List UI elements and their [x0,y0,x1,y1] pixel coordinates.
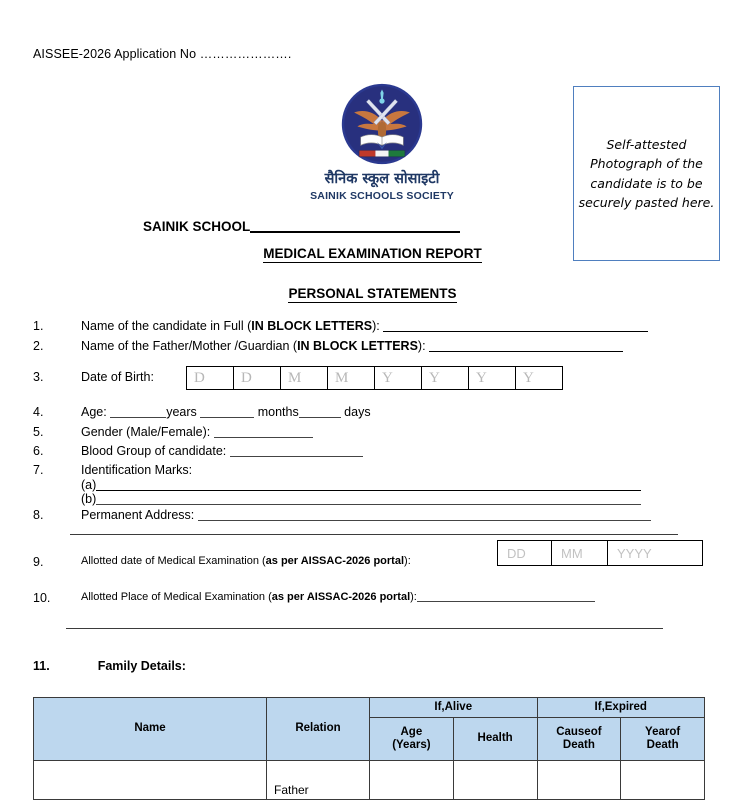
item-5-number: 5. [33,425,44,439]
item-9-body [81,555,411,569]
item-1-body [81,319,648,335]
item-4-days-rule[interactable] [299,417,341,418]
item-8-permanent-address [33,508,651,524]
header-age-line2: (Years) [392,739,431,751]
section-title-text: PERSONAL STATEMENTS [288,286,457,301]
table-row [34,761,705,800]
cell-cause-of-death[interactable] [537,761,621,800]
header-health: Health [453,718,537,761]
family-table-body [34,761,705,800]
item-7-identification-marks [33,463,192,479]
dob-cell-y2[interactable]: Y [421,366,469,390]
logo-hindi-text: सैनिक स्कूल सोसाइटी [324,171,440,187]
allotted-date-mm[interactable]: MM [551,540,608,566]
item-9-allotted-date [33,555,411,569]
item-10-text-a: Allotted Place of Medical Examination ( [81,591,272,603]
header-year-line2: Death [646,739,679,751]
dob-cell-d2[interactable]: D [233,366,281,390]
dob-cell-y4[interactable]: Y [515,366,563,390]
item-8-number: 8. [33,508,44,522]
application-no-line: AISSEE-2026 Application No …………………. [33,47,292,61]
item-3-label: Date of Birth: [81,370,154,384]
item-8-body [81,508,651,524]
item-7a-label: (a) [81,478,97,492]
item-6-label: Blood Group of candidate: [81,444,230,458]
item-4-years-rule[interactable] [110,417,166,418]
item-7-number: 7. [33,463,44,477]
item-3-number: 3. [33,370,44,384]
item-2-number: 2. [33,339,44,353]
item-6-number: 6. [33,444,44,458]
header-cause-line2: Death [562,739,595,751]
item-7b-row [81,492,641,508]
header-if-alive: If,Alive [370,698,538,718]
dob-cell-m1[interactable]: M [280,366,328,390]
item-2-input-rule[interactable] [429,351,623,352]
dob-cell-m2[interactable]: M [327,366,375,390]
item-5-input-rule[interactable] [214,437,313,438]
item-2-text-b: ): [417,339,430,353]
item-1-candidate-name [33,319,648,335]
family-table-header-row-1 [34,698,705,718]
report-title [0,246,745,261]
cell-year-of-death[interactable] [621,761,705,800]
item-2-parent-name [33,339,623,355]
item-7b-label: (b) [81,492,97,506]
item-6-body [81,444,363,460]
header-cause-line1: Causeof [556,725,602,738]
item-4-text-days: days [340,405,371,419]
society-logo-block [297,83,467,202]
item-4-age [33,405,371,421]
dob-cell-y1[interactable]: Y [374,366,422,390]
header-name: Name [34,698,267,761]
item-8-label: Permanent Address: [81,508,198,522]
item-3-date-of-birth [33,370,154,386]
item-1-number: 1. [33,319,44,333]
family-table-head [34,698,705,761]
sainik-schools-society-crest-icon [341,83,423,165]
cell-age[interactable] [370,761,454,800]
item-10-body [81,591,595,605]
sainik-school-name-line [143,219,460,234]
allotted-date-dd[interactable]: DD [497,540,552,566]
item-10-allotted-place [33,591,595,605]
item-10-input-rule-1[interactable] [417,601,595,602]
cell-name[interactable] [34,761,267,800]
sainik-school-blank[interactable] [250,231,460,233]
header-age-line1: Age [400,725,423,738]
item-9-number: 9. [33,555,44,569]
item-7b-input-rule[interactable] [96,504,641,505]
item-9-text-a: Allotted date of Medical Examination ( [81,555,266,567]
item-8-input-rule-1[interactable] [198,520,651,521]
header-age-years [370,718,454,761]
item-10-input-rule-2[interactable] [66,628,663,629]
item-10-number: 10. [33,591,51,605]
dob-cell-d1[interactable]: D [186,366,234,390]
sainik-school-label: SAINIK SCHOOL [143,219,251,234]
photograph-paste-box [573,86,720,261]
item-4-text-age: Age: [81,405,111,419]
item-8-input-rule-2[interactable] [70,534,678,535]
item-6-input-rule[interactable] [230,456,363,457]
item-7a-input-rule[interactable] [96,490,641,491]
item-5-label: Gender (Male/Female): [81,425,214,439]
item-10-text-b: ): [410,591,417,603]
item-11-family-details [33,659,186,673]
allotted-date-boxes[interactable] [497,540,703,566]
logo-english-text: SAINIK SCHOOLS SOCIETY [310,189,454,202]
header-if-expired: If,Expired [537,698,705,718]
item-9-emphasis: as per AISSAC-2026 portal [265,555,405,567]
section-title [0,286,745,301]
item-5-body [81,425,313,441]
item-2-text-a: Name of the Father/Mother /Guardian ( [81,339,298,353]
header-relation: Relation [267,698,370,761]
item-1-text-b: ): [372,319,384,333]
date-of-birth-boxes[interactable] [186,366,563,390]
item-10-emphasis: as per AISSAC-2026 portal [271,591,411,603]
item-4-body [81,405,371,421]
item-1-text-a: Name of the candidate in Full ( [81,319,252,333]
dob-cell-y3[interactable]: Y [468,366,516,390]
item-11-label: Family Details: [97,659,186,673]
item-2-emphasis: IN BLOCK LETTERS [297,339,418,353]
family-details-table [33,697,705,800]
item-9-text-b: ): [404,555,411,567]
item-11-number: 11. [33,659,50,673]
item-2-body [81,339,623,355]
item-4-months-rule[interactable] [200,417,254,418]
item-5-gender [33,425,313,441]
item-4-text-years: years [166,405,201,419]
report-title-text: MEDICAL EXAMINATION REPORT [263,246,482,261]
header-cause-of-death [537,718,621,761]
cell-relation: Father [267,761,370,800]
item-1-input-rule[interactable] [383,331,648,332]
header-year-of-death [621,718,705,761]
allotted-date-yyyy[interactable]: YYYY [607,540,703,566]
cell-health[interactable] [453,761,537,800]
item-7-label: Identification Marks: [81,463,193,477]
item-6-blood-group [33,444,363,460]
item-1-emphasis: IN BLOCK LETTERS [251,319,373,333]
item-4-number: 4. [33,405,44,419]
item-4-text-months: months [254,405,299,419]
photograph-instruction-text: Self-attested Photograph of the candidate is to be securely pasted here. [578,136,715,210]
header-year-line1: Yearof [645,725,681,738]
